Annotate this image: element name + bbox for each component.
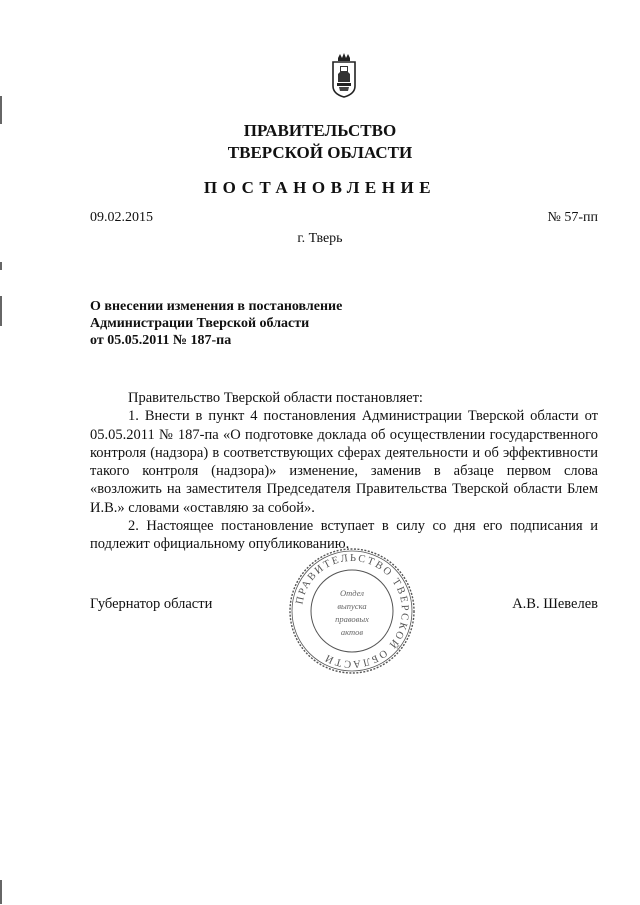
seal-center-line-2: выпуска xyxy=(337,601,367,611)
document-date: 09.02.2015 xyxy=(90,210,153,225)
authority-line-1: ПРАВИТЕЛЬСТВО xyxy=(243,121,397,140)
coat-of-arms-emblem xyxy=(331,52,357,98)
body-item-1: 1. Внести в пункт 4 постановления Администрации Тверской области от 05.05.2011 № 187-па «О подготовке доклада об осуществлении государственного контроля (надзора) в соответствующих сферах деятельности и об эффективности такого контроля (надзора)» изменение, заменив в абзаце первом слова «возложить на заместителя Председателя Правительства Тверской области Блем И.В.» словами «оставляю за собой». xyxy=(90,408,598,516)
issuing-authority xyxy=(0,120,640,164)
body-intro: Правительство Тверской области постановляет: xyxy=(128,390,423,406)
document-body xyxy=(90,389,598,554)
body-item-2: 2. Настоящее постановление вступает в силу со дня его подписания и подлежит официальному опубликованию. xyxy=(90,518,598,553)
document-city: г. Тверь xyxy=(297,231,343,246)
scan-edge-mark xyxy=(0,880,2,904)
signer-name: А.В. Шевелев xyxy=(512,596,598,612)
subject-line-2: Администрации Тверской области xyxy=(90,316,310,331)
scan-edge-mark xyxy=(0,296,2,326)
seal-center-line-3: правовых xyxy=(335,614,369,624)
authority-line-2: ТВЕРСКОЙ ОБЛАСТИ xyxy=(227,143,413,162)
seal-center-line-4: актов xyxy=(340,627,364,637)
document-subject xyxy=(90,298,342,349)
official-seal-stamp xyxy=(286,546,418,676)
scan-edge-mark xyxy=(0,262,2,270)
signer-title: Губернатор области xyxy=(90,596,213,612)
subject-line-3: от 05.05.2011 № 187-па xyxy=(90,333,232,348)
document-type: ПОСТАНОВЛЕНИЕ xyxy=(203,178,437,197)
subject-line-1: О внесении изменения в постановление xyxy=(90,299,343,314)
seal-center-line-1: Отдел xyxy=(340,588,364,598)
seal-ring-text: ПРАВИТЕЛЬСТВО ТВЕРСКОЙ ОБЛАСТИ xyxy=(294,552,411,670)
document-number: № 57-пп xyxy=(547,210,598,225)
